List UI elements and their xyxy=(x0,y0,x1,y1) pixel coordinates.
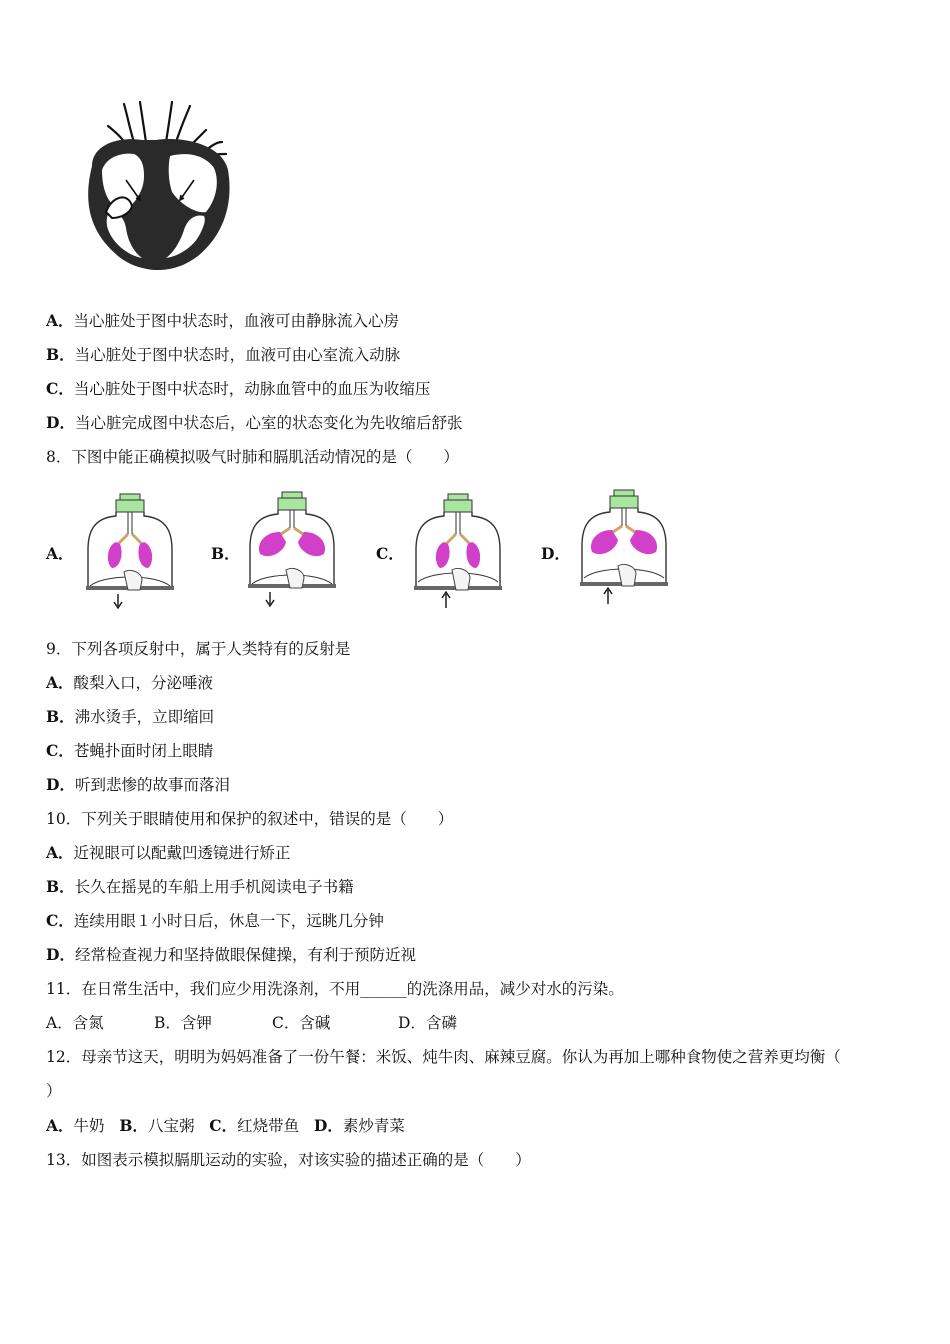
option-label: A． xyxy=(46,673,74,692)
q9-option-d xyxy=(46,775,230,795)
q8-option-a-label: A． xyxy=(46,544,74,563)
q11-options xyxy=(46,1013,457,1033)
option-label: C． xyxy=(272,1014,300,1032)
option-text: 苍蝇扑面时闭上眼睛 xyxy=(73,742,214,760)
q8-option-c-bell-jar xyxy=(412,490,504,612)
option-text: 听到悲惨的故事而落泪 xyxy=(74,776,230,794)
option-text: 含氮 xyxy=(72,1014,104,1032)
option-text: 近视眼可以配戴凹透镜进行矫正 xyxy=(73,844,291,862)
option-label: A． xyxy=(46,1014,73,1032)
option-label: B． xyxy=(46,877,75,896)
option-label: B． xyxy=(119,1116,148,1135)
option-label: A． xyxy=(46,843,74,862)
option-label: C． xyxy=(46,379,74,398)
q12-stem-continued: ） xyxy=(46,1082,62,1100)
option-label: D． xyxy=(46,413,75,432)
option-text: 八宝粥 xyxy=(147,1117,195,1135)
q10-option-b xyxy=(46,877,354,897)
q9-stem: 9．下列各项反射中，属于人类特有的反射是 xyxy=(46,640,351,658)
q9-option-b xyxy=(46,707,214,727)
q13-stem: 13．如图表示模拟膈肌运动的实验，对该实验的描述正确的是（ ） xyxy=(46,1151,531,1169)
option-label: A． xyxy=(46,311,74,330)
option-text: 当心脏处于图中状态时，血液可由心室流入动脉 xyxy=(74,346,401,364)
option-label: B． xyxy=(154,1014,181,1032)
option-text: 当心脏完成图中状态后，心室的状态变化为先收缩后舒张 xyxy=(74,414,463,432)
option-text: 红烧带鱼 xyxy=(237,1117,300,1135)
heart-diagram xyxy=(72,96,242,276)
q8-option-d-bell-jar xyxy=(578,486,670,608)
q11-stem: 11．在日常生活中，我们应少用洗涤剂，不用______的洗涤用品，减少对水的污染。 xyxy=(46,980,624,998)
option-label: C． xyxy=(209,1116,238,1135)
option-label: B． xyxy=(46,345,75,364)
q8-option-a-bell-jar xyxy=(84,490,176,612)
q8-option-b-bell-jar xyxy=(246,488,338,610)
option-label: A． xyxy=(46,1116,74,1135)
option-text: 素炒青菜 xyxy=(342,1117,405,1135)
q12-stem: 12．母亲节这天，明明为妈妈准备了一份午餐：米饭、炖牛肉、麻辣豆腐。你认为再加上哪种食物使之营养更均衡（ xyxy=(46,1048,841,1066)
q7-option-c xyxy=(46,379,430,399)
option-label: B． xyxy=(46,707,75,726)
option-text: 当心脏处于图中状态时，动脉血管中的血压为收缩压 xyxy=(73,380,431,398)
q10-option-c xyxy=(46,911,384,931)
q8-option-c-label: C． xyxy=(376,544,404,563)
option-label: C． xyxy=(46,741,74,760)
q12-options xyxy=(46,1116,405,1136)
q10-stem: 10．下列关于眼睛使用和保护的叙述中，错误的是（ ） xyxy=(46,810,454,828)
q8-option-d-label: D． xyxy=(541,544,570,563)
option-text: 含磷 xyxy=(425,1014,457,1032)
option-label: D． xyxy=(398,1014,426,1032)
q9-option-a xyxy=(46,673,213,693)
option-text: 牛奶 xyxy=(73,1117,105,1135)
q10-option-d xyxy=(46,945,416,965)
q9-option-c xyxy=(46,741,213,761)
option-text: 长久在摇晃的车船上用手机阅读电子书籍 xyxy=(74,878,354,896)
q7-option-a xyxy=(46,311,399,331)
option-label: D． xyxy=(46,775,75,794)
option-text: 含钾 xyxy=(180,1014,212,1032)
q10-option-a xyxy=(46,843,291,863)
option-label: D． xyxy=(313,1116,343,1135)
q8-option-b-label: B． xyxy=(211,544,240,563)
option-text: 含碱 xyxy=(299,1014,331,1032)
option-text: 当心脏处于图中状态时，血液可由静脉流入心房 xyxy=(73,312,400,330)
option-label: C． xyxy=(46,911,74,930)
q7-option-d xyxy=(46,413,462,433)
option-text: 经常检查视力和坚持做眼保健操，有利于预防近视 xyxy=(74,946,416,964)
q7-option-b xyxy=(46,345,400,365)
q8-stem: 8．下图中能正确模拟吸气时肺和膈肌活动情况的是（ ） xyxy=(46,448,459,466)
option-text: 沸水烫手，立即缩回 xyxy=(74,708,215,726)
option-text: 酸梨入口，分泌唾液 xyxy=(73,674,214,692)
option-text: 连续用眼１小时日后，休息一下，远眺几分钟 xyxy=(73,912,384,930)
option-label: D． xyxy=(46,945,75,964)
